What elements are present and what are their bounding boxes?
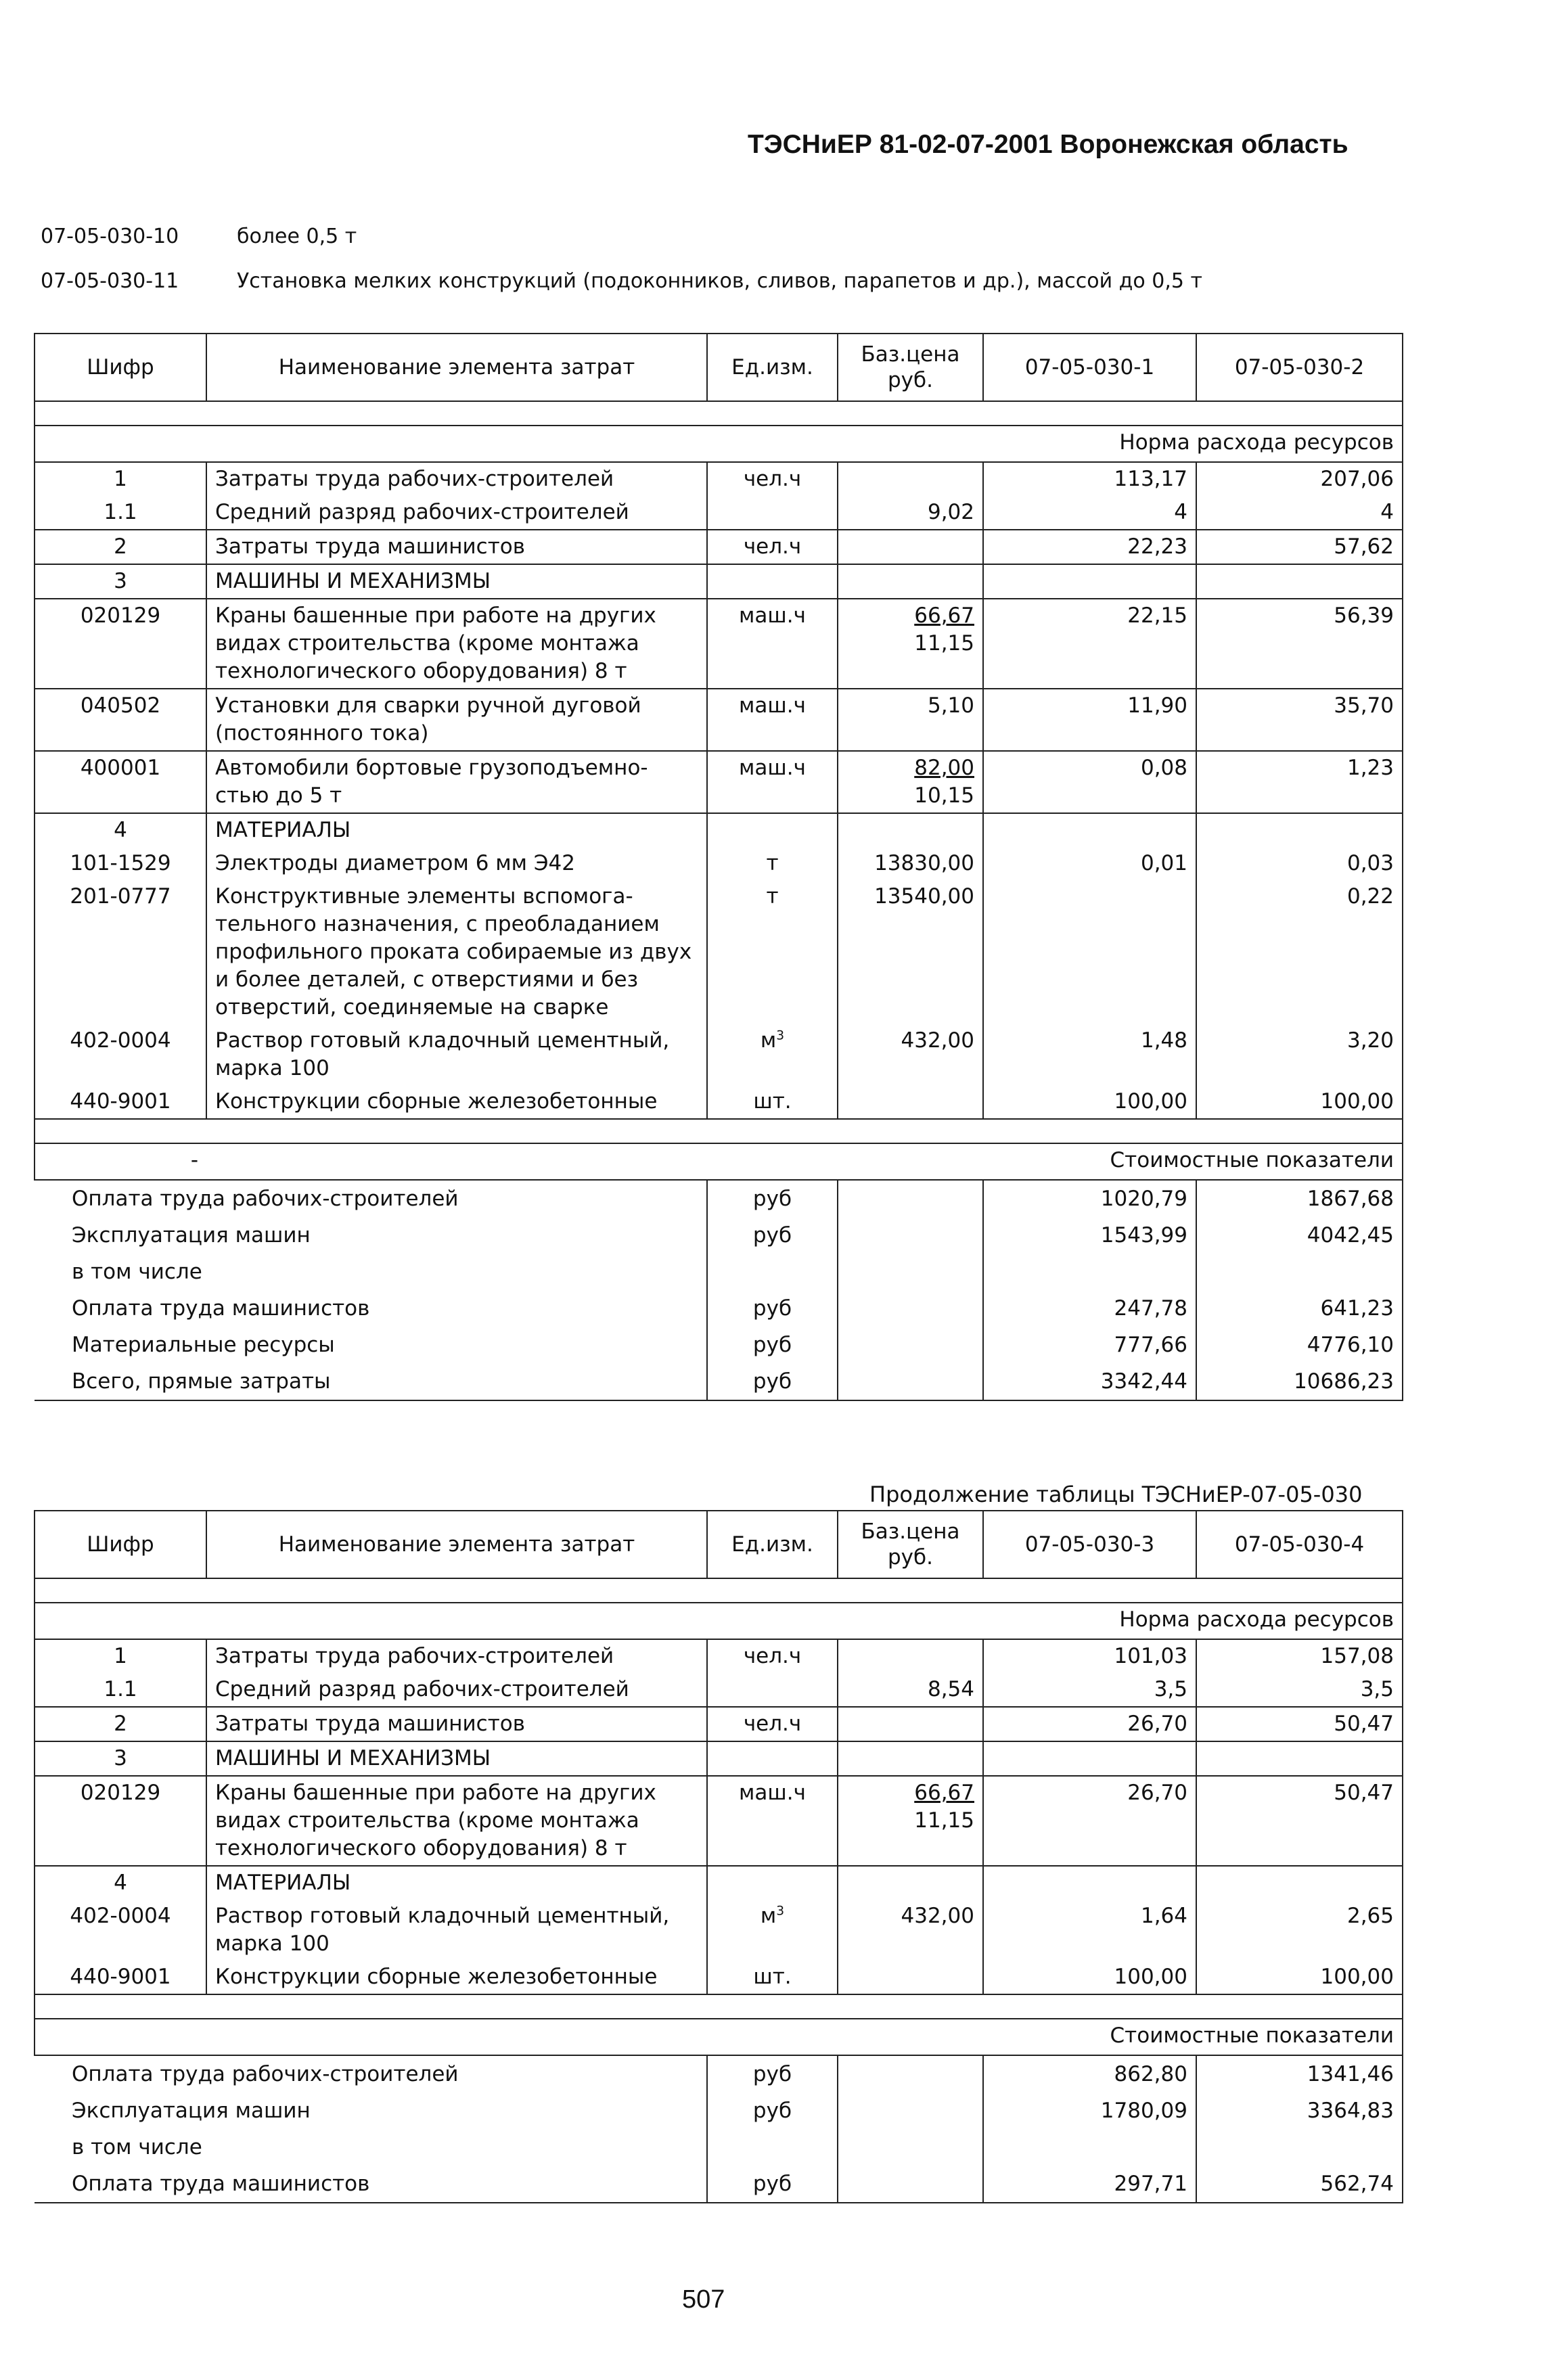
cell-unit: чел.ч	[707, 1707, 838, 1741]
cell-norm-b: 157,08	[1196, 1639, 1403, 1673]
unit-superscript: 3	[776, 1028, 785, 1043]
cell-name: Краны башенные при работе на других видах строительства (кроме монтажа технологического оборудования) 8 т	[206, 599, 707, 689]
cell-unit: чел.ч	[707, 462, 838, 496]
cell-norm-b: 50,47	[1196, 1707, 1403, 1741]
cell-norm-a: 0,08	[983, 751, 1196, 813]
table-row	[35, 1900, 1403, 1961]
cell-norm-b	[1196, 564, 1403, 599]
cell-price	[838, 462, 983, 496]
cell-name: Электроды диаметром 6 мм Э42	[206, 847, 707, 880]
table-row	[35, 1024, 1403, 1085]
col-header-unit: Ед.изм.	[707, 334, 838, 401]
cost-label-text: Материальные ресурсы	[72, 1333, 335, 1357]
cell-price	[838, 564, 983, 599]
cell-code: 1	[35, 462, 206, 496]
cell-name: Затраты труда машинистов	[206, 530, 707, 564]
cell-norm-b: 2,65	[1196, 1900, 1403, 1961]
cost-row	[35, 2092, 1403, 2129]
cell-unit	[707, 564, 838, 599]
cost-row	[35, 1254, 1403, 1290]
table-row	[35, 880, 1403, 1024]
cost-empty	[838, 2166, 983, 2203]
cell-name: Конструкции сборные железобетонные	[206, 1085, 707, 1119]
col-header-norm-1: 07-05-030-1	[983, 334, 1196, 401]
cost-label-text: Эксплуатация машин	[72, 2099, 311, 2123]
table-row	[35, 496, 1403, 530]
cell-price	[838, 1085, 983, 1119]
cell-code: 020129	[35, 1776, 206, 1866]
cell-unit: маш.ч	[707, 751, 838, 813]
norm-label-row	[35, 426, 1403, 462]
cell-code: 101-1529	[35, 847, 206, 880]
col-header-unit: Ед.изм.	[707, 1511, 838, 1578]
cell-code: 1.1	[35, 496, 206, 530]
cell-norm-a: 1,48	[983, 1024, 1196, 1085]
cell-code: 402-0004	[35, 1900, 206, 1961]
cell-name: МАШИНЫ И МЕХАНИЗМЫ	[206, 564, 707, 599]
price-wage: 10,15	[914, 783, 974, 808]
cell-unit: чел.ч	[707, 1639, 838, 1673]
table-row	[35, 1866, 1403, 1900]
cell-code: 4	[35, 1866, 206, 1900]
cost-value-a	[983, 2129, 1196, 2166]
cell-name: Раствор готовый кладочный цементный, марка 100	[206, 1900, 707, 1961]
cell-norm-b: 50,47	[1196, 1776, 1403, 1866]
table-header-row	[35, 334, 1403, 401]
cost-empty	[838, 1363, 983, 1400]
cost-value-b: 4042,45	[1196, 1217, 1403, 1254]
cell-norm-a: 26,70	[983, 1707, 1196, 1741]
cost-value-a: 3342,44	[983, 1363, 1196, 1400]
cost-value-b: 1341,46	[1196, 2055, 1403, 2092]
cell-price	[838, 1776, 983, 1866]
cell-price	[838, 599, 983, 689]
cost-dash: -	[35, 1143, 206, 1180]
cost-empty	[838, 1290, 983, 1327]
cell-unit	[707, 1024, 838, 1085]
cell-code: 402-0004	[35, 1024, 206, 1085]
cell-unit	[707, 813, 838, 847]
cost-label-text: Оплата труда машинистов	[72, 1296, 370, 1321]
cell-norm-b: 0,22	[1196, 880, 1403, 1024]
cost-value-b: 1867,68	[1196, 1180, 1403, 1217]
cell-norm-b: 1,23	[1196, 751, 1403, 813]
cost-unit	[707, 2129, 838, 2166]
intro-text: более 0,5 т	[237, 225, 357, 248]
col-header-norm-4: 07-05-030-4	[1196, 1511, 1403, 1578]
col-header-code: Шифр	[35, 1511, 206, 1578]
cell-code: 2	[35, 1707, 206, 1741]
cell-name: Раствор готовый кладочный цементный, марка 100	[206, 1024, 707, 1085]
norm-label-row	[35, 1603, 1403, 1639]
cost-empty	[838, 2129, 983, 2166]
cell-code: 020129	[35, 599, 206, 689]
cost-value-a: 297,71	[983, 2166, 1196, 2203]
resource-table-1	[34, 333, 1403, 1401]
cost-value-a: 247,78	[983, 1290, 1196, 1327]
cost-value-b: 10686,23	[1196, 1363, 1403, 1400]
cell-price: 13540,00	[838, 880, 983, 1024]
cell-code: 4	[35, 813, 206, 847]
cell-norm-b: 3,20	[1196, 1024, 1403, 1085]
cell-name: Установки для сварки ручной дуговой (постоянного тока)	[206, 689, 707, 751]
cost-row	[35, 1327, 1403, 1363]
page-number: 507	[682, 2285, 725, 2314]
cell-unit: т	[707, 880, 838, 1024]
cell-name: МАШИНЫ И МЕХАНИЗМЫ	[206, 1741, 707, 1776]
cost-label-row	[35, 2019, 1403, 2055]
cost-empty	[838, 1327, 983, 1363]
cost-label: Стоимостные показатели	[206, 1143, 1403, 1180]
cell-unit	[707, 1673, 838, 1707]
table-row	[35, 564, 1403, 599]
cost-value-b: 4776,10	[1196, 1327, 1403, 1363]
cost-value-b: 641,23	[1196, 1290, 1403, 1327]
cell-norm-b: 100,00	[1196, 1961, 1403, 1994]
cell-norm-b: 207,06	[1196, 462, 1403, 496]
cost-value-b: 3364,83	[1196, 2092, 1403, 2129]
cell-norm-a: 11,90	[983, 689, 1196, 751]
cell-unit	[707, 496, 838, 530]
cell-code: 201-0777	[35, 880, 206, 1024]
cost-label-text: в том числе	[72, 1260, 202, 1284]
cost-value-a: 1543,99	[983, 1217, 1196, 1254]
cell-unit	[707, 1900, 838, 1961]
cell-code: 3	[35, 1741, 206, 1776]
cell-price	[838, 1961, 983, 1994]
price-machine: 82,00	[914, 756, 974, 780]
cell-unit: т	[707, 847, 838, 880]
intro-line	[41, 269, 1202, 293]
cell-norm-a: 113,17	[983, 462, 1196, 496]
cell-norm-b: 35,70	[1196, 689, 1403, 751]
cost-row	[35, 1217, 1403, 1254]
table-row	[35, 751, 1403, 813]
cost-unit: руб	[707, 2092, 838, 2129]
cell-name: Затраты труда машинистов	[206, 1707, 707, 1741]
cell-name: Конструктивные элементы вспомога- тельного назначения, с преобладанием профильного проката собираемые из двух и более деталей, с отверстиями и без отверстий, соединяемые на сварке	[206, 880, 707, 1024]
cell-name: Автомобили бортовые грузоподъемно- стью до 5 т	[206, 751, 707, 813]
cell-norm-a	[983, 564, 1196, 599]
cell-price: 13830,00	[838, 847, 983, 880]
cost-value-a: 1020,79	[983, 1180, 1196, 1217]
cell-code: 1.1	[35, 1673, 206, 1707]
norm-label: Норма расхода ресурсов	[35, 426, 1403, 462]
unit-superscript: 3	[776, 1904, 785, 1919]
cost-unit: руб	[707, 2166, 838, 2203]
table-row	[35, 530, 1403, 564]
cell-code: 2	[35, 530, 206, 564]
cell-norm-b	[1196, 1741, 1403, 1776]
table-row	[35, 462, 1403, 496]
cost-value-b: 562,74	[1196, 2166, 1403, 2203]
cost-unit: руб	[707, 1327, 838, 1363]
cell-code: 3	[35, 564, 206, 599]
cost-empty	[838, 1217, 983, 1254]
cost-label-text: Оплата труда рабочих-строителей	[72, 1187, 459, 1211]
cost-value-a	[983, 1254, 1196, 1290]
intro-line	[41, 225, 357, 248]
cell-code: 400001	[35, 751, 206, 813]
cost-label-text: в том числе	[72, 2135, 202, 2159]
cell-norm-a: 22,15	[983, 599, 1196, 689]
table-row	[35, 689, 1403, 751]
col-header-name: Наименование элемента затрат	[206, 1511, 707, 1578]
cost-value-a: 777,66	[983, 1327, 1196, 1363]
cell-unit: маш.ч	[707, 599, 838, 689]
col-header-norm-3: 07-05-030-3	[983, 1511, 1196, 1578]
cell-name: Затраты труда рабочих-строителей	[206, 462, 707, 496]
cell-name: Затраты труда рабочих-строителей	[206, 1639, 707, 1673]
table-row	[35, 599, 1403, 689]
cell-price	[838, 530, 983, 564]
table-row	[35, 1673, 1403, 1707]
cost-unit: руб	[707, 1180, 838, 1217]
cell-unit: чел.ч	[707, 530, 838, 564]
table-row	[35, 1639, 1403, 1673]
table-row	[35, 1085, 1403, 1119]
intro-code: 07-05-030-10	[41, 225, 179, 248]
cost-value-a: 862,80	[983, 2055, 1196, 2092]
cell-norm-a	[983, 813, 1196, 847]
cell-norm-a: 4	[983, 496, 1196, 530]
cell-norm-b: 4	[1196, 496, 1403, 530]
cell-unit	[707, 1741, 838, 1776]
cost-value-b	[1196, 2129, 1403, 2166]
cost-value-a: 1780,09	[983, 2092, 1196, 2129]
cell-unit: шт.	[707, 1085, 838, 1119]
cell-name: Конструкции сборные железобетонные	[206, 1961, 707, 1994]
col-header-code: Шифр	[35, 334, 206, 401]
cell-code: 040502	[35, 689, 206, 751]
resource-table-2	[34, 1510, 1403, 2203]
cell-price: 432,00	[838, 1024, 983, 1085]
cell-norm-a: 100,00	[983, 1085, 1196, 1119]
cell-price	[838, 813, 983, 847]
cell-price	[838, 1707, 983, 1741]
cell-norm-a: 1,64	[983, 1900, 1196, 1961]
cost-row	[35, 2129, 1403, 2166]
unit-text: м	[760, 1028, 777, 1053]
cell-norm-b: 100,00	[1196, 1085, 1403, 1119]
cell-norm-a	[983, 880, 1196, 1024]
cost-empty	[838, 2055, 983, 2092]
cell-unit	[707, 1866, 838, 1900]
cell-norm-a: 100,00	[983, 1961, 1196, 1994]
table-row	[35, 1707, 1403, 1741]
cell-norm-a: 26,70	[983, 1776, 1196, 1866]
col-header-price: Баз.цена руб.	[838, 1511, 983, 1578]
cost-row	[35, 2166, 1403, 2203]
cell-norm-b: 57,62	[1196, 530, 1403, 564]
cell-name: Средний разряд рабочих-строителей	[206, 496, 707, 530]
cell-norm-b	[1196, 1866, 1403, 1900]
cell-norm-a: 101,03	[983, 1639, 1196, 1673]
price-wage: 11,15	[914, 631, 974, 656]
cell-price: 5,10	[838, 689, 983, 751]
cell-price: 8,54	[838, 1673, 983, 1707]
price-machine: 66,67	[914, 1781, 974, 1805]
price-wage: 11,15	[914, 1808, 974, 1833]
cell-price	[838, 751, 983, 813]
cell-norm-a: 0,01	[983, 847, 1196, 880]
cell-norm-a	[983, 1866, 1196, 1900]
cost-label-text: Оплата труда рабочих-строителей	[72, 2062, 459, 2086]
continuation-caption: Продолжение таблицы ТЭСНиЕР-07-05-030	[869, 1482, 1363, 1507]
table-row	[35, 813, 1403, 847]
unit-text: м	[760, 1904, 777, 1928]
cell-norm-a	[983, 1741, 1196, 1776]
table-row	[35, 847, 1403, 880]
cost-value-b	[1196, 1254, 1403, 1290]
cell-norm-b	[1196, 813, 1403, 847]
cell-code: 440-9001	[35, 1085, 206, 1119]
price-machine: 66,67	[914, 603, 974, 628]
cost-label-text: Оплата труда машинистов	[35, 2166, 707, 2203]
cost-label-text: Эксплуатация машин	[72, 1223, 311, 1248]
cell-norm-b: 56,39	[1196, 599, 1403, 689]
cell-name: МАТЕРИАЛЫ	[206, 1866, 707, 1900]
cost-row	[35, 1290, 1403, 1327]
cost-row	[35, 1180, 1403, 1217]
cell-code: 1	[35, 1639, 206, 1673]
cost-empty	[838, 1254, 983, 1290]
cell-price: 432,00	[838, 1900, 983, 1961]
cell-norm-a: 22,23	[983, 530, 1196, 564]
cell-name: Краны башенные при работе на других видах строительства (кроме монтажа технологического оборудования) 8 т	[206, 1776, 707, 1866]
cell-price	[838, 1741, 983, 1776]
table-row	[35, 1961, 1403, 1994]
col-header-name: Наименование элемента затрат	[206, 334, 707, 401]
table-row	[35, 1741, 1403, 1776]
intro-code: 07-05-030-11	[41, 269, 179, 293]
cell-norm-b: 0,03	[1196, 847, 1403, 880]
cell-name: Средний разряд рабочих-строителей	[206, 1673, 707, 1707]
cost-unit: руб	[707, 1290, 838, 1327]
cell-code: 440-9001	[35, 1961, 206, 1994]
cost-unit	[707, 1254, 838, 1290]
cell-unit: маш.ч	[707, 1776, 838, 1866]
cost-unit: руб	[707, 2055, 838, 2092]
cost-label-text: Всего, прямые затраты	[35, 1363, 707, 1400]
cell-norm-b: 3,5	[1196, 1673, 1403, 1707]
norm-label: Норма расхода ресурсов	[35, 1603, 1403, 1639]
cell-unit: маш.ч	[707, 689, 838, 751]
cost-empty	[838, 2092, 983, 2129]
cost-unit: руб	[707, 1217, 838, 1254]
cell-norm-a: 3,5	[983, 1673, 1196, 1707]
cost-row	[35, 1363, 1403, 1400]
table-header-row	[35, 1511, 1403, 1578]
cell-price	[838, 1866, 983, 1900]
col-header-norm-2: 07-05-030-2	[1196, 334, 1403, 401]
cell-price	[838, 1639, 983, 1673]
document-header-title: ТЭСНиЕР 81-02-07-2001 Воронежская область	[748, 130, 1348, 159]
table-row	[35, 1776, 1403, 1866]
cell-unit: шт.	[707, 1961, 838, 1994]
cost-label-row	[35, 1143, 1403, 1180]
cell-name: МАТЕРИАЛЫ	[206, 813, 707, 847]
cost-label: Стоимостные показатели	[35, 2019, 1403, 2055]
col-header-price: Баз.цена руб.	[838, 334, 983, 401]
cell-price: 9,02	[838, 496, 983, 530]
cost-row	[35, 2055, 1403, 2092]
cost-unit: руб	[707, 1363, 838, 1400]
cost-empty	[838, 1180, 983, 1217]
intro-text: Установка мелких конструкций (подоконников, сливов, парапетов и др.), массой до 0,5 т	[237, 269, 1202, 293]
